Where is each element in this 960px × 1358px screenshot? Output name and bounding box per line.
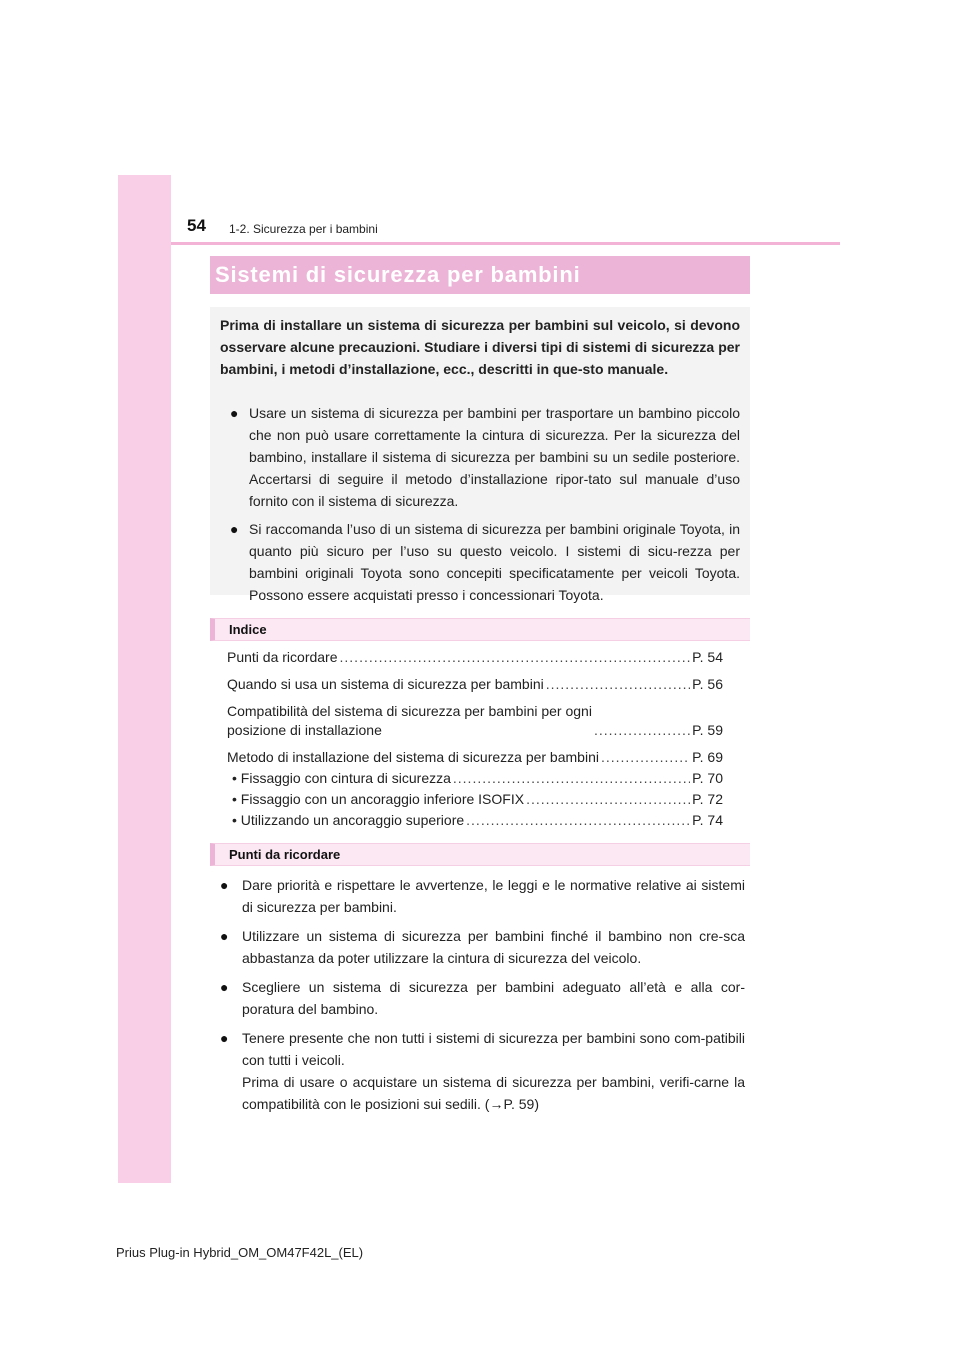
- header-rule: [171, 242, 840, 245]
- toc-label: • Fissaggio con un ancoraggio inferiore ISOFIX: [232, 791, 525, 807]
- toc-entry[interactable]: [227, 675, 723, 694]
- bullet-icon: ●: [220, 877, 229, 893]
- toc-leader-dots: [526, 790, 690, 809]
- intro-bullet-list: [230, 402, 740, 612]
- section-label: 1-2. Sicurezza per i bambini: [229, 222, 378, 236]
- toc-label: Quando si usa un sistema di sicurezza per bambini: [227, 676, 544, 692]
- points-bullet: [220, 1027, 745, 1115]
- toc-leader-dots: [594, 721, 690, 740]
- bullet-icon: ●: [230, 405, 239, 421]
- toc-page-ref: P. 69: [692, 749, 723, 765]
- toc-page-ref: P. 70: [692, 770, 723, 786]
- points-bullet-continuation: Prima di usare o acquistare un sistema di sicurezza per bambini, verifi-carne la compatibilità con le posizioni sui sedili. (→P. 59): [242, 1074, 745, 1112]
- page-title: Sistemi di sicurezza per bambini: [215, 262, 581, 287]
- intro-bullet-text: Si raccomanda l’uso di un sistema di sicurezza per bambini originale Toyota, in quanto più sicuro per l’uso su questo veicolo. I sistemi di sicu-rezza per bambini originali Toyota sono concepiti specificatamente per veicoli Toyota. Possono essere acquistati presso i concessionari Toyota.: [249, 521, 740, 603]
- intro-bullet: [230, 402, 740, 512]
- points-bullet-text: Tenere presente che non tutti i sistemi di sicurezza per bambini sono com-patibili con tutti i veicoli.: [242, 1030, 745, 1068]
- points-bullet-text: Utilizzare un sistema di sicurezza per bambini finché il bambino non cre-sca abbastanza da poter utilizzare la cintura di sicurezza del veicolo.: [242, 928, 745, 966]
- toc-leader-dots: [340, 648, 691, 667]
- bullet-icon: ●: [220, 1030, 229, 1046]
- toc-page-ref: P. 59: [692, 722, 723, 738]
- points-list: [220, 874, 745, 1115]
- footer-doc-id: Prius Plug-in Hybrid_OM_OM47F42L_(EL): [116, 1245, 364, 1260]
- toc-label-line: posizione di installazione: [227, 722, 382, 738]
- toc-subentry[interactable]: [227, 790, 723, 809]
- intro-lead: Prima di installare un sistema di sicurezza per bambini sul veicolo, si devono osservare alcune precauzioni. Studiare i diversi tipi di sistemi di sicurezza per bambini, i metodi d’installazione, ecc., descritti in que-sto manuale.: [220, 317, 740, 377]
- bullet-icon: ●: [230, 521, 239, 537]
- index-heading-text: Indice: [229, 622, 267, 637]
- toc-label: • Fissaggio con cintura di sicurezza: [232, 770, 451, 786]
- points-bullet: [220, 976, 745, 1020]
- side-tab-band: [118, 175, 171, 1183]
- toc-page-ref: P. 74: [692, 812, 723, 828]
- page-number: 54: [187, 216, 206, 235]
- toc-page-ref: P. 56: [692, 676, 723, 692]
- toc-label: [227, 702, 592, 740]
- toc-entry[interactable]: [227, 648, 723, 667]
- toc-leader-dots: [466, 811, 690, 830]
- toc-label: Punti da ricordare: [227, 649, 338, 665]
- toc-page-ref: P. 72: [692, 791, 723, 807]
- toc-entry[interactable]: [227, 702, 723, 740]
- toc-subentry[interactable]: [227, 769, 723, 788]
- toc-label: • Utilizzando un ancoraggio superiore: [232, 812, 465, 828]
- points-heading: [210, 843, 750, 866]
- toc-label: Metodo di installazione del sistema di sicurezza per bambini: [227, 749, 599, 765]
- points-bullet-text: Scegliere un sistema di sicurezza per bambini adeguato all’età e alla cor-poratura del bambino.: [242, 979, 745, 1017]
- toc-leader-dots: [546, 675, 690, 694]
- toc-entry[interactable]: [227, 748, 723, 767]
- intro-bullet-text: Usare un sistema di sicurezza per bambini per trasportare un bambino piccolo che non può usare correttamente la cintura di sicurezza. Per la sicurezza del bambino, installare il sistema di sicurezza per bambini su un sedile posteriore. Accertarsi di seguire il metodo d’installazione ripor-tato sul manuale d’uso fornito con il sistema di sicurezza.: [249, 405, 740, 509]
- toc-leader-dots: [601, 748, 690, 767]
- intro-bullet: [230, 518, 740, 606]
- toc-leader-dots: [453, 769, 690, 788]
- points-heading-text: Punti da ricordare: [229, 847, 341, 862]
- points-bullet: [220, 925, 745, 969]
- table-of-contents: [227, 648, 723, 832]
- points-bullet-text: Dare priorità e rispettare le avvertenze, le leggi e le normative relative ai sistemi di sicurezza per bambini.: [242, 877, 745, 915]
- bullet-icon: ●: [220, 979, 229, 995]
- toc-label-line: Compatibilità del sistema di sicurezza per bambini per ogni: [227, 703, 592, 719]
- toc-page-ref: P. 54: [692, 649, 723, 665]
- bullet-icon: ●: [220, 928, 229, 944]
- points-bullet: [220, 874, 745, 918]
- index-heading: [210, 618, 750, 641]
- toc-subentry[interactable]: [227, 811, 723, 830]
